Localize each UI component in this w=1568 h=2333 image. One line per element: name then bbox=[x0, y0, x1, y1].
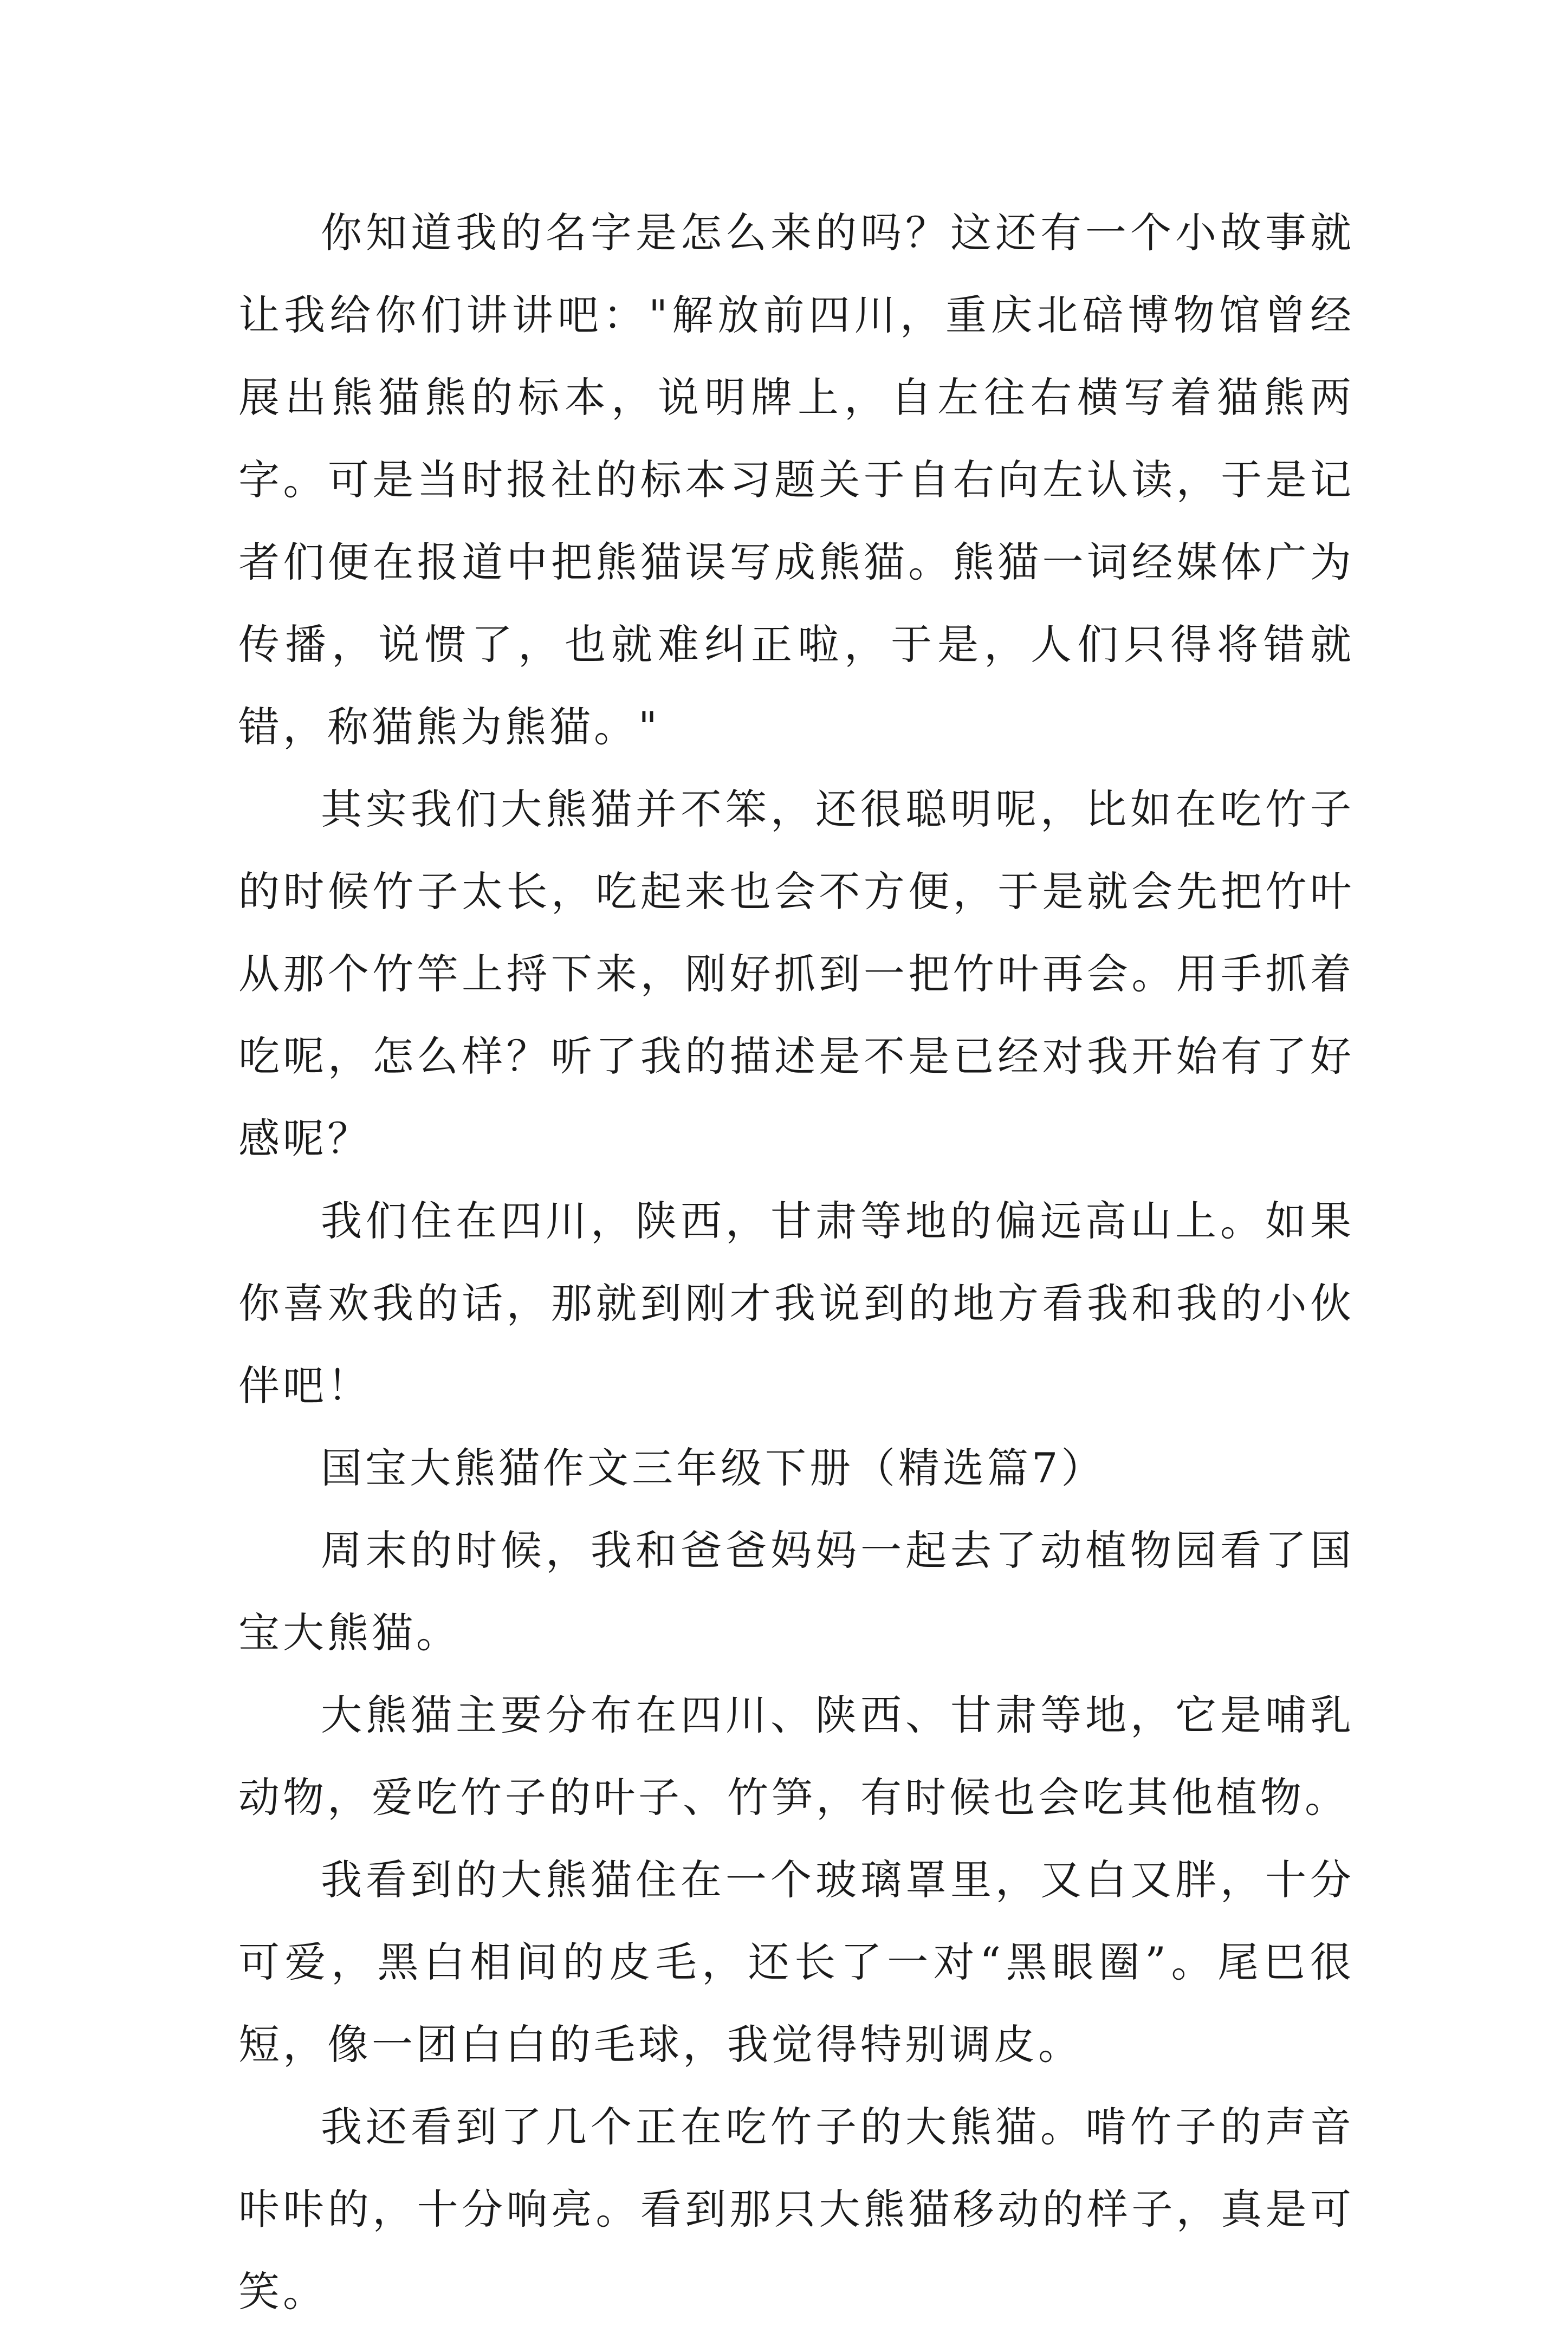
paragraph-name-origin: 你知道我的名字是怎么来的吗？这还有一个小故事就让我给你们讲讲吧："解放前四川，重庆北碚博物馆曾经展出熊猫熊的标本，说明牌上，自左往右横写着猫熊两字。可是当时报社的标本习题关于自右向左认读，于是记者们便在报道中把熊猫误写成熊猫。熊猫一词经媒体广为传播，说惯了，也就难纠正啦，于是，人们只得将错就错，称猫熊为熊猫。" bbox=[238, 209, 1355, 751]
paragraph-panda-home: 我们住在四川，陕西，甘肃等地的偏远高山上。如果你喜欢我的话，那就到刚才我说到的地方看我和我的小伙伴吧！ bbox=[238, 1197, 1355, 1410]
paragraph-panda-smart: 其实我们大熊猫并不笨，还很聪明呢，比如在吃竹子的时候竹子太长，吃起来也会不方便，于是就会先把竹叶从那个竹竿上捋下来，刚好抓到一把竹叶再会。用手抓着吃呢，怎么样？听了我的描述是不是已经对我开始有了好感呢？ bbox=[238, 785, 1355, 1163]
section-title: 国宝大熊猫作文三年级下册（精选篇7） bbox=[321, 1444, 1106, 1492]
document-body bbox=[238, 192, 1355, 2333]
paragraph-zoo-visit: 周末的时候，我和爸爸妈妈一起去了动植物园看了国宝大熊猫。 bbox=[238, 1526, 1355, 1657]
paragraph-distribution: 大熊猫主要分布在四川、陕西、甘肃等地，它是哺乳动物，爱吃竹子的叶子、竹笋，有时候也会吃其他植物。 bbox=[238, 1691, 1355, 1822]
paragraph-appearance: 我看到的大熊猫住在一个玻璃罩里，又白又胖，十分可爱，黑白相间的皮毛，还长了一对“黑眼圈”。尾巴很短，像一团白白的毛球，我觉得特别调皮。 bbox=[238, 1856, 1355, 2069]
paragraph-eating-bamboo: 我还看到了几个正在吃竹子的大熊猫。啃竹子的声音咔咔的，十分响亮。看到那只大熊猫移动的样子，真是可笑。 bbox=[238, 2103, 1355, 2316]
